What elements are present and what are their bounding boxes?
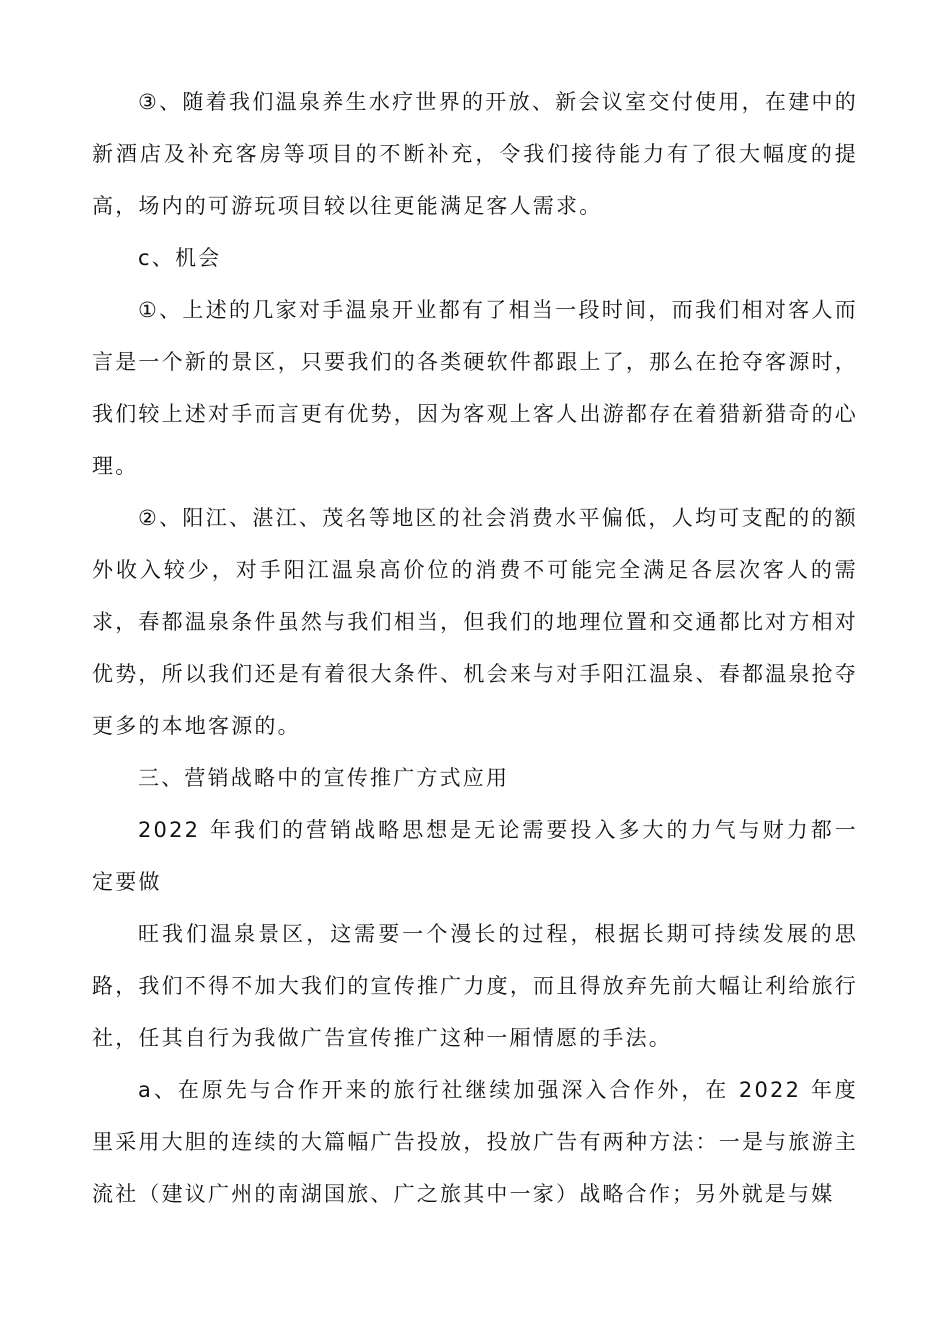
paragraph-strategy-2022: 2022 年我们的营销战略思想是无论需要投入多大的力气与财力都一定要做 xyxy=(92,818,858,894)
paragraph-opportunity-1: ①、上述的几家对手温泉开业都有了相当一段时间，而我们相对客人而言是一个新的景区，只要我们的各类硬软件都跟上了，那么在抢夺客源时，我们较上述对手而言更有优势，因为客观上客人出游都存在着猎新猎奇的心理。 xyxy=(92,298,858,478)
paragraph-scenic-area: 旺我们温泉景区，这需要一个漫长的过程，根据长期可持续发展的思路，我们不得不加大我们的宣传推广力度，而且得放弃先前大幅让利给旅行社，任其自行为我做广告宣传推广这种一厢情愿的手法。 xyxy=(92,922,858,1050)
document-body xyxy=(92,76,858,1220)
section-heading-opportunity: c、机会 xyxy=(138,246,222,270)
section-heading-promotion: 三、营销战略中的宣传推广方式应用 xyxy=(138,766,510,790)
paragraph-advertising-a: a、在原先与合作开来的旅行社继续加强深入合作外，在 2022 年度里采用大胆的连续的大篇幅广告投放，投放广告有两种方法：一是与旅游主流社（建议广州的南湖国旅、广之旅其中一家）战略合作；另外就是与媒 xyxy=(92,1078,858,1206)
paragraph-opportunity-2: ②、阳江、湛江、茂名等地区的社会消费水平偏低，人均可支配的的额外收入较少，对手阳江温泉高价位的消费不可能完全满足各层次客人的需求，春都温泉条件虽然与我们相当，但我们的地理位置和交通都比对方相对优势，所以我们还是有着很大条件、机会来与对手阳江温泉、春都温泉抢夺更多的本地客源的。 xyxy=(92,506,858,738)
paragraph-advantage-3: ③、随着我们温泉养生水疗世界的开放、新会议室交付使用，在建中的新酒店及补充客房等项目的不断补充，令我们接待能力有了很大幅度的提高，场内的可游玩项目较以往更能满足客人需求。 xyxy=(92,90,858,218)
